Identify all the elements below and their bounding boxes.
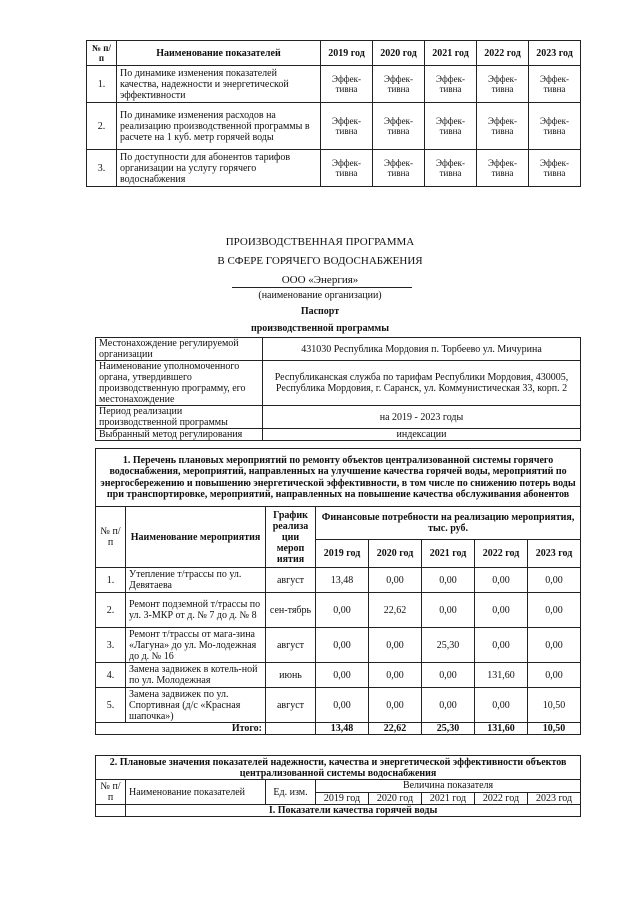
col-name-header: Наименование мероприятия bbox=[126, 507, 266, 568]
row-num: 1. bbox=[87, 66, 117, 103]
total-value: 25,30 bbox=[422, 723, 475, 735]
table-row bbox=[96, 568, 581, 593]
row-value: 0,00 bbox=[422, 593, 475, 628]
col-year-header: 2019 год bbox=[321, 41, 373, 66]
row-num: 5. bbox=[96, 688, 126, 723]
row-value: 0,00 bbox=[475, 568, 528, 593]
col-year-header: 2021 год bbox=[422, 539, 475, 567]
col-year-header: 2021 год bbox=[425, 41, 477, 66]
program-subtitle: В СФЕРЕ ГОРЯЧЕГО ВОДОСНАБЖЕНИЯ bbox=[217, 255, 423, 267]
row-schedule: август bbox=[266, 688, 316, 723]
row-name: Замена задвижек в котель-ной по ул. Молодежная bbox=[126, 663, 266, 688]
col-schedule-header: График реализа ции мероп иятия bbox=[266, 507, 316, 568]
row-value: 0,00 bbox=[316, 688, 369, 723]
row-value: Эффек-тивна bbox=[425, 103, 477, 150]
table-header-row bbox=[96, 507, 581, 540]
col-year-header: 2019 год bbox=[316, 539, 369, 567]
passport-value: на 2019 - 2023 годы bbox=[263, 406, 581, 429]
table-row bbox=[87, 103, 581, 150]
row-value: Эффек-тивна bbox=[529, 66, 581, 103]
row-value: Эффек-тивна bbox=[321, 150, 373, 187]
col-unit-header: Ед. изм. bbox=[266, 780, 316, 805]
row-value: 0,00 bbox=[316, 593, 369, 628]
row-num: 4. bbox=[96, 663, 126, 688]
passport-title: Паспорт bbox=[300, 306, 340, 317]
row-value: 0,00 bbox=[369, 568, 422, 593]
col-year-header: 2019 год bbox=[316, 792, 369, 805]
row-value: 131,60 bbox=[475, 663, 528, 688]
row-value: Эффек-тивна bbox=[477, 66, 529, 103]
section-title-row bbox=[96, 756, 581, 780]
row-value: Эффек-тивна bbox=[425, 150, 477, 187]
organization-name: ООО «Энергия» bbox=[281, 274, 359, 286]
subsection-num-empty bbox=[96, 805, 126, 817]
col-year-header: 2020 год bbox=[369, 539, 422, 567]
total-value: 22,62 bbox=[369, 723, 422, 735]
subsection-title: I. Показатели качества горячей воды bbox=[126, 805, 581, 817]
col-num-header: № п/п bbox=[87, 41, 117, 66]
row-value: 13,48 bbox=[316, 568, 369, 593]
row-value: 0,00 bbox=[528, 663, 581, 688]
passport-label: Выбранный метод регулирования bbox=[96, 429, 263, 441]
row-name: По доступности для абонентов тарифов организации на услугу горячего водоснабжения bbox=[117, 150, 321, 187]
section1-title: 1. Перечень плановых мероприятий по ремонту объектов централизованной системы горячего водоснабжения, мероприятий, направленных на улучшение качества горячей воды, мероприятий по энергосбережению и повышению энергетической эффективности, в том числе по снижению потерь воды при транспортировке, мероприятий, направленных на повышение качества обслуживания абонентов bbox=[96, 449, 581, 507]
passport-value: Республиканская служба по тарифам Республики Мордовия, 430005, Республика Мордовия, г. Саранск, ул. Коммунистическая 33, корп. 2 bbox=[263, 361, 581, 406]
row-schedule: август bbox=[266, 628, 316, 663]
table-row bbox=[96, 406, 581, 429]
col-num-header: № п/п bbox=[96, 507, 126, 568]
table-header-row bbox=[96, 780, 581, 793]
passport-table bbox=[95, 337, 581, 441]
total-value: 10,50 bbox=[528, 723, 581, 735]
table-row bbox=[96, 663, 581, 688]
col-year-header: 2022 год bbox=[477, 41, 529, 66]
row-value: Эффек-тивна bbox=[529, 150, 581, 187]
row-value: 10,50 bbox=[528, 688, 581, 723]
row-value: Эффек-тивна bbox=[321, 103, 373, 150]
row-name: Утепление т/трассы по ул. Девятаева bbox=[126, 568, 266, 593]
row-value: 0,00 bbox=[369, 688, 422, 723]
table-row bbox=[96, 593, 581, 628]
col-num-header: № п/п bbox=[96, 780, 126, 805]
program-title: ПРОИЗВОДСТВЕННАЯ ПРОГРАММА bbox=[225, 236, 415, 248]
col-year-header: 2023 год bbox=[528, 539, 581, 567]
passport-subtitle: производственной программы bbox=[250, 323, 390, 334]
total-row bbox=[96, 723, 581, 735]
total-schedule-empty bbox=[266, 723, 316, 735]
col-year-header: 2023 год bbox=[528, 792, 581, 805]
table-row bbox=[96, 628, 581, 663]
effectiveness-table bbox=[86, 40, 581, 187]
row-schedule: сен-тябрь bbox=[266, 593, 316, 628]
col-year-header: 2023 год bbox=[529, 41, 581, 66]
row-name: Ремонт т/трассы от мага-зина «Лагуна» до ул. Мо-лодежная до д. № 16 bbox=[126, 628, 266, 663]
row-value: 0,00 bbox=[422, 663, 475, 688]
passport-value: индексации bbox=[263, 429, 581, 441]
row-value: Эффек-тивна bbox=[477, 103, 529, 150]
table-row bbox=[87, 66, 581, 103]
organization-caption: (наименование организации) bbox=[258, 290, 382, 301]
row-num: 3. bbox=[96, 628, 126, 663]
passport-label: Местонахождение регулируемой организации bbox=[96, 338, 263, 361]
row-name: По динамике изменения показателей качества, надежности и энергетической эффективности bbox=[117, 66, 321, 103]
row-value: 0,00 bbox=[528, 568, 581, 593]
passport-label: Период реализации производственной программы bbox=[96, 406, 263, 429]
row-name: Ремонт подземной т/трассы по ул. 3-МКР от д. № 7 до д. № 8 bbox=[126, 593, 266, 628]
row-value: 22,62 bbox=[369, 593, 422, 628]
indicators-table bbox=[95, 755, 581, 817]
row-value: 0,00 bbox=[316, 628, 369, 663]
row-num: 1. bbox=[96, 568, 126, 593]
col-year-header: 2020 год bbox=[373, 41, 425, 66]
passport-value: 431030 Республика Мордовия п. Торбеево ул. Мичурина bbox=[263, 338, 581, 361]
table-row bbox=[87, 150, 581, 187]
subsection-row bbox=[96, 805, 581, 817]
table-row bbox=[96, 429, 581, 441]
col-year-header: 2020 год bbox=[369, 792, 422, 805]
total-label: Итого: bbox=[96, 723, 266, 735]
row-value: 0,00 bbox=[369, 628, 422, 663]
section2-title: 2. Плановые значения показателей надежности, качества и энергетической эффективности объектов централизованной системы водоснабжения bbox=[96, 756, 581, 780]
col-name-header: Наименование показателей bbox=[126, 780, 266, 805]
total-value: 131,60 bbox=[475, 723, 528, 735]
table-row bbox=[96, 361, 581, 406]
table-row bbox=[96, 688, 581, 723]
row-value: 0,00 bbox=[528, 593, 581, 628]
row-value: 0,00 bbox=[475, 688, 528, 723]
col-finance-header: Финансовые потребности на реализацию мероприятия, тыс. руб. bbox=[316, 507, 581, 540]
passport-label: Наименование уполномоченного органа, утвердившего производственную программу, его местонахождение bbox=[96, 361, 263, 406]
row-num: 2. bbox=[96, 593, 126, 628]
section-title-row bbox=[96, 449, 581, 507]
row-value: Эффек-тивна bbox=[373, 150, 425, 187]
col-year-header: 2022 год bbox=[475, 539, 528, 567]
row-name: Замена задвижек по ул. Спортивная (д/с «Красная шапочка») bbox=[126, 688, 266, 723]
row-value: Эффек-тивна bbox=[529, 103, 581, 150]
col-year-header: 2022 год bbox=[475, 792, 528, 805]
row-schedule: август bbox=[266, 568, 316, 593]
row-value: Эффек-тивна bbox=[373, 103, 425, 150]
plan-table bbox=[95, 448, 581, 735]
row-value: Эффек-тивна bbox=[477, 150, 529, 187]
row-value: 0,00 bbox=[369, 663, 422, 688]
row-value: 25,30 bbox=[422, 628, 475, 663]
table-row bbox=[96, 338, 581, 361]
row-value: 0,00 bbox=[475, 628, 528, 663]
col-year-header: 2021 год bbox=[422, 792, 475, 805]
row-value: Эффек-тивна bbox=[373, 66, 425, 103]
row-value: 0,00 bbox=[528, 628, 581, 663]
col-value-header: Величина показателя bbox=[316, 780, 581, 793]
row-schedule: июнь bbox=[266, 663, 316, 688]
col-name-header: Наименование показателей bbox=[117, 41, 321, 66]
total-value: 13,48 bbox=[316, 723, 369, 735]
row-num: 3. bbox=[87, 150, 117, 187]
row-num: 2. bbox=[87, 103, 117, 150]
row-value: Эффек-тивна bbox=[425, 66, 477, 103]
table-header-row bbox=[87, 41, 581, 66]
row-name: По динамике изменения расходов на реализацию производственной программы в расчете на 1 куб. метр горячей воды bbox=[117, 103, 321, 150]
row-value: 0,00 bbox=[316, 663, 369, 688]
row-value: 0,00 bbox=[422, 568, 475, 593]
row-value: 0,00 bbox=[422, 688, 475, 723]
row-value: Эффек-тивна bbox=[321, 66, 373, 103]
row-value: 0,00 bbox=[475, 593, 528, 628]
organization-underline bbox=[232, 287, 412, 288]
